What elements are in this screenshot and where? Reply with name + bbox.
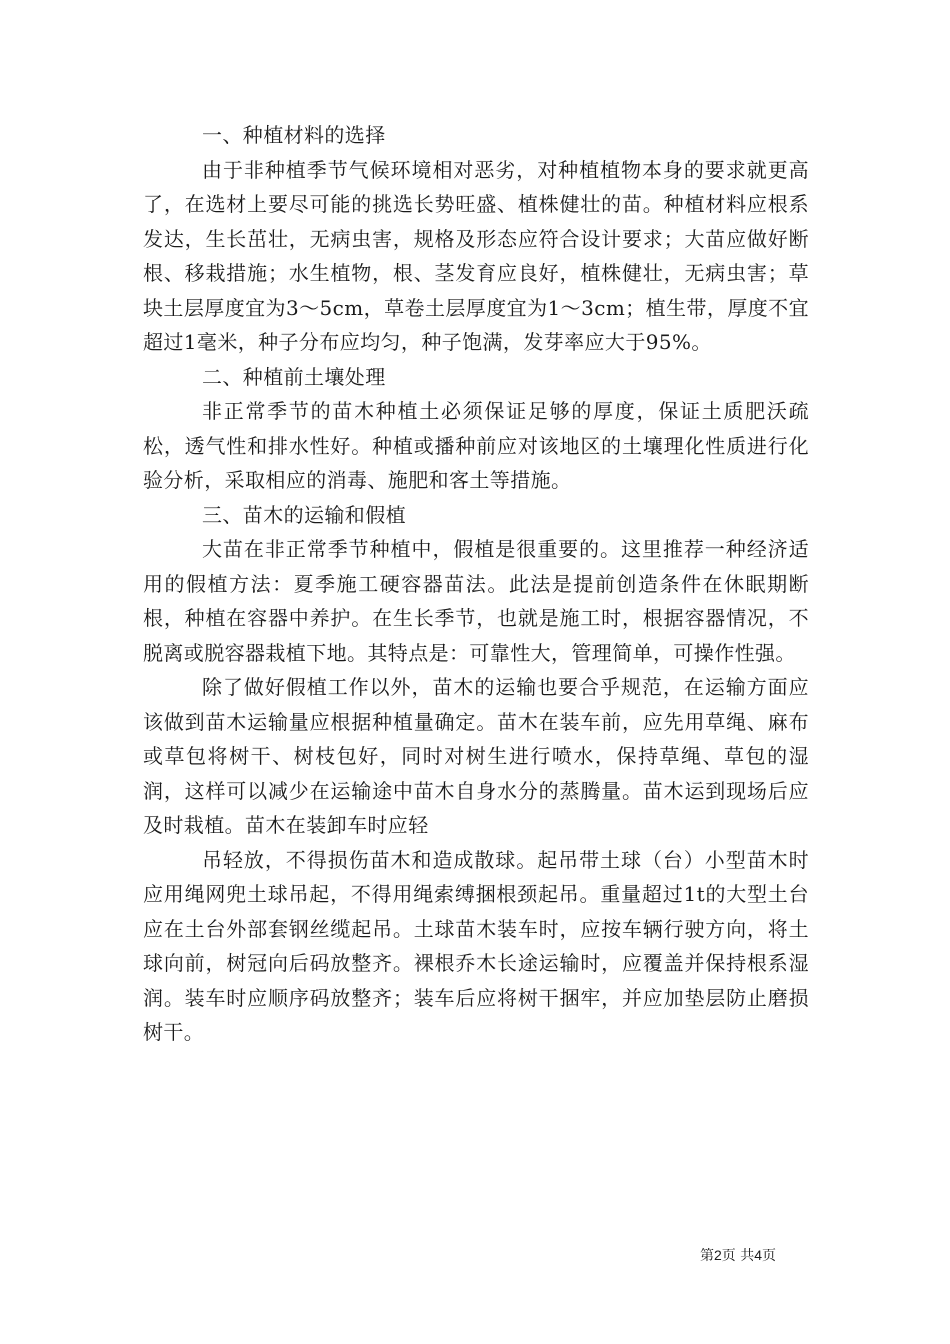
document-body: [143, 118, 809, 1050]
paragraph-transport: 除了做好假植工作以外，苗木的运输也要合乎规范，在运输方面应该做到苗木运输量应根据种植量确定。苗木在装车前，应先用草绳、麻布或草包将树干、树枝包好，同时对树生进行喷水，保持草绳、草包的湿润，这样可以减少在运输途中苗木自身水分的蒸腾量。苗木运到现场后应及时栽植。苗木在装卸车时应轻: [143, 675, 809, 837]
paragraph-materials: 由于非种植季节气候环境相对恶劣，对种植植物本身的要求就更高了，在选材上要尽可能的挑选长势旺盛、植株健壮的苗。种植材料应根系发达，生长茁壮，无病虫害，规格及形态应符合设计要求；大苗应做好断根、移栽措施；水生植物，根、茎发育应良好，植株健壮，无病虫害；草块土层厚度宜为3～5cm，草卷土层厚度宜为1～3cm；植生带，厚度不宜超过1毫米，种子分布应均匀，种子饱满，发芽率应大于95%。: [143, 157, 809, 354]
total-pages-number: 4: [754, 1247, 763, 1263]
section-heading-materials: 一、种植材料的选择: [202, 123, 386, 147]
footer-prefix: 第: [700, 1248, 714, 1264]
paragraph-soil: 非正常季节的苗木种植土必须保证足够的厚度，保证土质肥沃疏松，透气性和排水性好。种植或播种前应对该地区的土壤理化性质进行化验分析，采取相应的消毒、施肥和客土等措施。: [143, 399, 809, 492]
footer-middle: 页 共: [721, 1248, 755, 1264]
section-heading-soil: 二、种植前土壤处理: [202, 364, 386, 389]
paragraph-heeling-in: 大苗在非正常季节种植中，假植是很重要的。这里推荐一种经济适用的假植方法：夏季施工硬容器苗法。此法是提前创造条件在休眠期断根，种植在容器中养护。在生长季节，也就是施工时，根据容器情况，不脱离或脱容器栽植下地。其特点是：可靠性大，管理简单，可操作性强。: [143, 537, 809, 665]
page-number-footer: [700, 1246, 820, 1265]
current-page-number: 2: [714, 1247, 722, 1263]
section-heading-transport: 三、苗木的运输和假植: [202, 502, 406, 527]
paragraph-loading: 吊轻放，不得损伤苗木和造成散球。起吊带土球（台）小型苗木时应用绳网兜土球吊起，不得用绳索缚捆根颈起吊。重量超过1t的大型土台应在土台外部套钢丝缆起吊。土球苗木装车时，应按车辆行驶方向，将土球向前，树冠向后码放整齐。裸根乔木长途运输时，应覆盖并保持根系湿润。装车时应顺序码放整齐；装车后应将树干捆牢，并应加垫层防止磨损树干。: [143, 847, 809, 1044]
footer-suffix: 页: [762, 1248, 777, 1264]
